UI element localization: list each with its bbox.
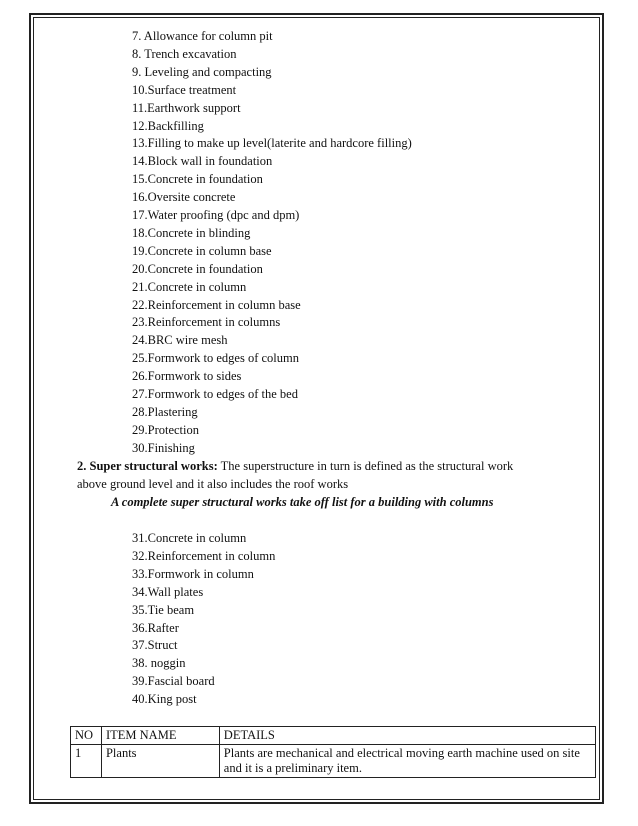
table-header-item-name: ITEM NAME <box>101 727 219 745</box>
list-item: 24.BRC wire mesh <box>132 333 228 348</box>
section-2-heading: 2. Super structural works: <box>77 459 218 473</box>
list-item: 34.Wall plates <box>132 584 204 599</box>
list-item: 38. noggin <box>132 656 186 671</box>
table-row <box>71 745 596 778</box>
list-item: 13.Filling to make up level(laterite and hardcore filling) <box>132 136 412 151</box>
list-item: 26.Formwork to sides <box>132 369 242 384</box>
section-2-text-line1: The superstructure in turn is defined as the structural work <box>217 459 514 473</box>
list-item: 22.Reinforcement in column base <box>132 297 301 312</box>
section-2-subheading: A complete super structural works take off list for a building with columns <box>111 495 494 509</box>
list-item: 17.Water proofing (dpc and dpm) <box>132 208 300 222</box>
page-border-inner <box>33 17 600 800</box>
list-item: 39.Fascial board <box>132 674 215 689</box>
list-item: 23.Reinforcement in columns <box>132 315 281 330</box>
table-header-no: NO <box>71 727 102 745</box>
list-item: 31.Concrete in column <box>132 531 247 545</box>
list-item: 11.Earthwork support <box>132 100 241 115</box>
section-2-paragraph-line1 <box>77 459 513 473</box>
list-item: 29.Protection <box>132 422 200 437</box>
list-item: 9. Leveling and compacting <box>132 64 272 79</box>
list-item: 30.Finishing <box>132 440 195 455</box>
list-item: 12.Backfilling <box>132 118 204 133</box>
list-item: 40.King post <box>132 692 197 707</box>
list-item: 37.Struct <box>132 638 178 653</box>
list-item: 15.Concrete in foundation <box>132 172 263 187</box>
list-item: 33.Formwork in column <box>132 566 254 581</box>
section-2-text-line2: above ground level and it also includes the roof works <box>77 477 349 491</box>
table-cell-details: Plants are mechanical and electrical moving earth machine used on site and it is a preliminary item. <box>219 745 595 778</box>
table-header-details: DETAILS <box>219 727 595 745</box>
list-item: 27.Formwork to edges of the bed <box>132 387 298 401</box>
list-item: 28.Plastering <box>132 404 198 419</box>
list-item: 20.Concrete in foundation <box>132 261 263 276</box>
list-item: 32.Reinforcement in column <box>132 548 276 563</box>
list-item: 8. Trench excavation <box>132 46 237 61</box>
table-cell-item-name: Plants <box>101 745 219 778</box>
list-item: 36.Rafter <box>132 620 179 635</box>
list-item: 35.Tie beam <box>132 602 195 617</box>
list-item: 14.Block wall in foundation <box>132 154 273 169</box>
list-item: 18.Concrete in blinding <box>132 225 251 240</box>
list-item: 10.Surface treatment <box>132 82 237 97</box>
list-item: 21.Concrete in column <box>132 279 247 294</box>
list-item: 16.Oversite concrete <box>132 190 236 205</box>
list-item: 25.Formwork to edges of column <box>132 351 299 366</box>
table-header-row <box>71 727 596 745</box>
list-item: 7. Allowance for column pit <box>132 29 273 43</box>
items-table <box>70 726 596 778</box>
list-item: 19.Concrete in column base <box>132 243 272 258</box>
table-cell-no: 1 <box>71 745 102 778</box>
